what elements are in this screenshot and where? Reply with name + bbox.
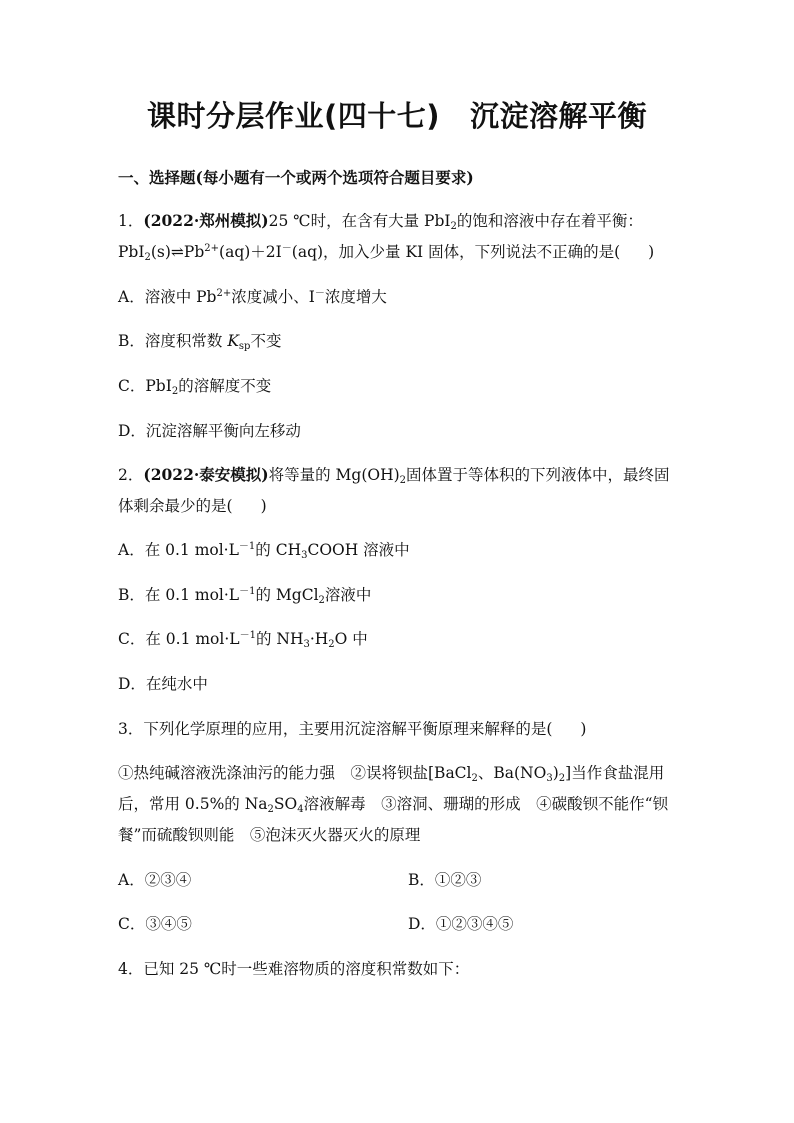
q1-option-a: A．溶液中 $Pb^{2+}$浓度减小、I－浓度增大 xyxy=(118,288,387,306)
q1-stem-line1: 1．(2022·郑州模拟)25 ℃时，在含有大量 PbI$_2$的饱和溶液中存在着平衡： xyxy=(118,211,643,232)
section-heading: 一、选择题(每小题有一个或两个选项符合题目要求) xyxy=(118,168,474,187)
q2-stem-line2: 体剩余最少的是( ) xyxy=(118,497,267,515)
q3-items-line2: 后，常用 0.5%的 $Na_2SO_4$溶液解毒 ③溶洞、珊瑚的形成 ④碳酸钡不能作“钡 xyxy=(118,795,669,815)
page-title xyxy=(0,94,794,135)
q1-stem-line2: $PbI_2(s)\rightleftharpoons Pb^{2+}(aq)+2I^-(aq)$，加入少量 KI 固体，下列说法不正确的是( ) xyxy=(118,243,655,263)
q3-stem: 3．下列化学原理的应用，主要用沉淀溶解平衡原理来解释的是( ) xyxy=(118,720,587,738)
q2-option-c: C．在 0.1 $mol\cdot L^{-1}$的 $NH_3\cdot H_2O$ 中 xyxy=(118,630,368,650)
q2-option-b: B．在 0.1 $mol\cdot L^{-1}$的 MgCl$_2$溶液中 xyxy=(118,586,372,606)
q1-option-b: B．溶度积常数 $K_{sp}$不变 xyxy=(118,332,282,352)
title-main: 课时分层作业(四十七) xyxy=(146,99,440,133)
title-sub: 沉淀溶解平衡 xyxy=(470,99,648,133)
q3-option-d: D．①②③④⑤ xyxy=(408,915,514,933)
q3-option-c: C．③④⑤ xyxy=(118,915,192,933)
q1-option-d: D．沉淀溶解平衡向左移动 xyxy=(118,422,301,440)
q3-items-line3: 餐”而硫酸钡则能 ⑤泡沫灭火器灭火的原理 xyxy=(118,826,421,844)
q3-option-b: B．①②③ xyxy=(408,871,482,889)
q1-option-c: C．PbI$_2$的溶解度不变 xyxy=(118,377,272,397)
q3-items-line1: ①热纯碱溶液洗涤油污的能力强 ②误将钡盐[BaCl$_2$、$Ba(NO_3)_2$]当作食盐混用 xyxy=(118,764,665,784)
q2-option-a: A．在 0.1 $mol\cdot L^{-1}$的 $CH_3COOH$ 溶液中 xyxy=(118,541,410,561)
q2-stem-line1: 2．(2022·泰安模拟)将等量的 $Mg(OH)_2$固体置于等体积的下列液体中，最终固 xyxy=(118,465,670,486)
q2-option-d: D．在纯水中 xyxy=(118,675,208,693)
q3-option-a: A．②③④ xyxy=(118,871,192,889)
q4-stem: 4．已知 25 ℃时一些难溶物质的溶度积常数如下： xyxy=(118,960,470,978)
equilibrium-arrow-icon: ⇌ xyxy=(170,243,184,261)
